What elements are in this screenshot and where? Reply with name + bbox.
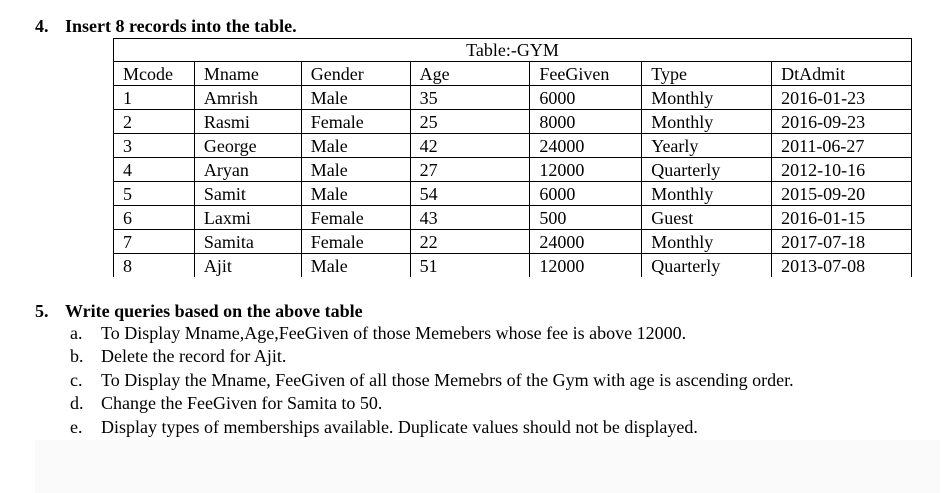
table-cell: Female [301, 206, 410, 230]
table-cell: 2017-07-18 [772, 230, 912, 254]
item-letter: c. [70, 369, 83, 390]
table-cell: 6000 [530, 182, 642, 206]
table-title-row [114, 39, 912, 62]
table-cell: Monthly [642, 182, 772, 206]
item-letter: d. [70, 393, 84, 414]
table-cell: Male [301, 254, 410, 278]
item-text: Display types of memberships available. Duplicate values should not be displayed. [101, 416, 698, 437]
table-cell: 27 [410, 158, 530, 182]
table-cell: 2016-01-23 [772, 86, 912, 110]
table-cell: Male [301, 86, 410, 110]
item-text: To Display Mname,Age,FeeGiven of those Memebers whose fee is above 12000. [101, 323, 687, 343]
list-item [70, 416, 794, 439]
query-list [70, 322, 794, 439]
table-cell: 8 [114, 254, 195, 278]
item-text: Delete the record for Ajit. [101, 346, 287, 367]
table-cell: Male [301, 182, 410, 206]
question-4-number: 4. [35, 16, 49, 36]
table-cell: 2012-10-16 [772, 158, 912, 182]
item-text: To Display the Mname, FeeGiven of all those Memebrs of the Gym with age is ascending order. [101, 369, 794, 390]
table-cell: 35 [410, 86, 530, 110]
question-5-number: 5. [35, 301, 49, 321]
table-cell: Monthly [642, 230, 772, 254]
table-cell: 5 [114, 182, 195, 206]
table-row [114, 86, 912, 110]
table-cell: 2016-09-23 [772, 110, 912, 134]
table-row [114, 230, 912, 254]
background-band [35, 440, 940, 493]
table-cell: Female [301, 230, 410, 254]
table-row [114, 206, 912, 230]
table-cell: 6000 [530, 86, 642, 110]
list-item [70, 392, 794, 415]
column-header: Type [642, 62, 772, 86]
table-cell: Samit [194, 182, 301, 206]
table-cell: Ajit [194, 254, 301, 278]
table-cell: Aryan [194, 158, 301, 182]
table-cell: Male [301, 158, 410, 182]
table-cell: Amrish [194, 86, 301, 110]
column-header: DtAdmit [772, 62, 912, 86]
gym-table [113, 38, 912, 277]
question-4-heading [35, 15, 297, 37]
table-cell: 2015-09-20 [772, 182, 912, 206]
table-cell: Quarterly [642, 158, 772, 182]
column-header: FeeGiven [530, 62, 642, 86]
table-cell: 12000 [530, 254, 642, 278]
table-cell: 2 [114, 110, 195, 134]
table-cell: George [194, 134, 301, 158]
table-cell: 2013-07-08 [772, 254, 912, 278]
table-cell: 3 [114, 134, 195, 158]
table-header-row [114, 62, 912, 86]
table-cell: Laxmi [194, 206, 301, 230]
table-cell: Samita [194, 230, 301, 254]
item-letter: b. [70, 346, 84, 367]
table-cell: 25 [410, 110, 530, 134]
item-letter: a. [70, 323, 83, 343]
table-row [114, 182, 912, 206]
table-cell: Guest [642, 206, 772, 230]
list-item [70, 345, 794, 368]
question-4-text: Insert 8 records into the table. [65, 16, 297, 36]
table-cell: Female [301, 110, 410, 134]
table-cell: Rasmi [194, 110, 301, 134]
column-header: Mname [194, 62, 301, 86]
table-cell: 6 [114, 206, 195, 230]
table-cell: Yearly [642, 134, 772, 158]
table-cell: 24000 [530, 134, 642, 158]
list-item [70, 322, 794, 345]
question-5-text: Write queries based on the above table [65, 301, 363, 321]
table-cell: 500 [530, 206, 642, 230]
table-cell: 54 [410, 182, 530, 206]
column-header: Age [410, 62, 530, 86]
table-cell: 8000 [530, 110, 642, 134]
table-cell: 1 [114, 86, 195, 110]
table-cell: Monthly [642, 86, 772, 110]
table-cell: 22 [410, 230, 530, 254]
table-row [114, 254, 912, 278]
table-cell: 2011-06-27 [772, 134, 912, 158]
table-cell: 12000 [530, 158, 642, 182]
item-letter: e. [70, 416, 83, 437]
list-item [70, 369, 794, 392]
table-cell: Monthly [642, 110, 772, 134]
table-cell: 42 [410, 134, 530, 158]
table-cell: Male [301, 134, 410, 158]
table-cell: 24000 [530, 230, 642, 254]
table-cell: Quarterly [642, 254, 772, 278]
item-text: Change the FeeGiven for Samita to 50. [101, 393, 383, 414]
column-header: Gender [301, 62, 410, 86]
table-cell: 4 [114, 158, 195, 182]
table-row [114, 158, 912, 182]
table-row [114, 110, 912, 134]
question-5-heading [35, 300, 363, 322]
table-cell: 2016-01-15 [772, 206, 912, 230]
column-header: Mcode [114, 62, 195, 86]
table-title: Table:-GYM [114, 39, 912, 62]
table-cell: 43 [410, 206, 530, 230]
table-cell: 7 [114, 230, 195, 254]
table-row [114, 134, 912, 158]
table-cell: 51 [410, 254, 530, 278]
